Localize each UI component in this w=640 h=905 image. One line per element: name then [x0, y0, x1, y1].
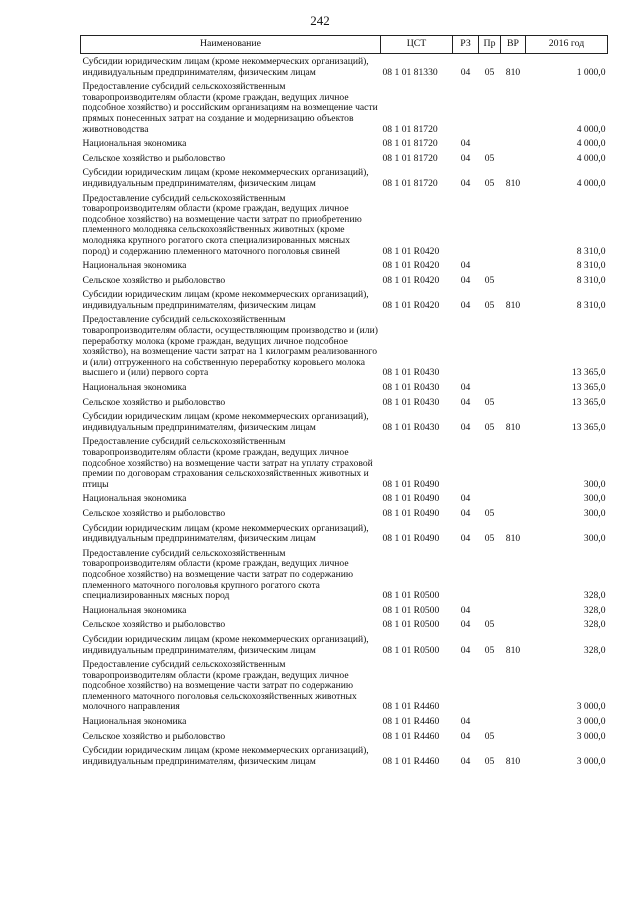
- cell-amount: 3 000,0: [576, 716, 606, 728]
- cell-name: Предоставление субсидий сельскохозяйственным товаропроизводителям области (кроме граждан, ведущих личное подсобное хозяйство) на возмещение части затрат по приобретению племенного молодняка сельскохозяйственных животных (кроме молодняка крупного рогатого скота специализированных мясных пород) и содержанию племенного маточного поголовья свиней: [82, 192, 362, 257]
- cell-code: 08 1 01 R0420: [382, 245, 440, 257]
- cell-pr: [479, 546, 501, 603]
- cell-name: Субсидии юридическим лицам (кроме некоммерческих организаций), индивидуальным предпринимателям, физическим лицам: [82, 289, 369, 311]
- table-row: [81, 546, 608, 603]
- cell-vr: [501, 395, 526, 410]
- cell-pr: [479, 136, 501, 151]
- cell-name: Сельское хозяйство и рыболовство: [82, 507, 226, 519]
- cell-pr: 05: [484, 177, 495, 189]
- cell-amount: 300,0: [583, 478, 606, 490]
- table-row: [81, 165, 608, 190]
- cell-rz: 04: [460, 382, 471, 394]
- cell-rz: 04: [460, 533, 471, 545]
- cell-amount: 4 000,0: [576, 123, 606, 135]
- cell-rz: 04: [460, 177, 471, 189]
- header-amount: 2016 год: [526, 36, 608, 54]
- cell-amount: 4 000,0: [576, 177, 606, 189]
- cell-name: Национальная экономика: [82, 604, 187, 616]
- header-code: ЦСТ: [381, 36, 453, 54]
- cell-code: 08 1 01 R0430: [382, 367, 440, 379]
- cell-code: 08 1 01 R0500: [382, 619, 440, 631]
- cell-code: 08 1 01 R0420: [382, 274, 440, 286]
- cell-code: 08 1 01 R4460: [382, 730, 440, 742]
- cell-code: 08 1 01 R0430: [382, 382, 440, 394]
- cell-code: 08 1 01 R0420: [382, 299, 440, 311]
- cell-code: 08 1 01 R0490: [382, 533, 440, 545]
- cell-amount: 3 000,0: [576, 730, 606, 742]
- table-row: [81, 54, 608, 80]
- cell-amount: 4 000,0: [576, 138, 606, 150]
- cell-rz: 04: [460, 260, 471, 272]
- cell-name: Национальная экономика: [82, 716, 187, 728]
- cell-amount: 3 000,0: [576, 701, 606, 713]
- cell-code: 08 1 01 81720: [382, 138, 438, 150]
- table-row: [81, 273, 608, 288]
- cell-code: 08 1 01 81720: [382, 123, 438, 135]
- cell-pr: 05: [484, 619, 495, 631]
- cell-name: Национальная экономика: [82, 138, 187, 150]
- table-row: [81, 617, 608, 632]
- cell-vr: 810: [505, 755, 521, 767]
- cell-amount: 4 000,0: [576, 152, 606, 164]
- cell-pr: 05: [484, 507, 495, 519]
- cell-amount: 8 310,0: [576, 245, 606, 257]
- cell-pr: [479, 491, 501, 506]
- cell-name: Предоставление субсидий сельскохозяйственным товаропроизводителям области (кроме граждан, ведущих личное подсобное хозяйство) и российским организациям на возмещение части прямых понесенных затрат на создание и модернизацию объектов животноводства: [82, 81, 378, 135]
- cell-rz: [453, 434, 479, 491]
- cell-name: Предоставление субсидий сельскохозяйственным товаропроизводителям области (кроме граждан, ведущих личное подсобное хозяйство) на возмещение части затрат по содержанию племенного маточного поголовья сельскохозяйственных животных молочного направления: [82, 659, 357, 713]
- cell-rz: 04: [460, 644, 471, 656]
- table-row: [81, 258, 608, 273]
- table-row: [81, 395, 608, 410]
- cell-pr: [479, 312, 501, 380]
- cell-pr: 05: [484, 755, 495, 767]
- cell-rz: 04: [460, 619, 471, 631]
- cell-pr: 05: [484, 730, 495, 742]
- cell-vr: [501, 657, 526, 714]
- table-row: [81, 521, 608, 546]
- header-pr: Пр: [479, 36, 501, 54]
- cell-rz: 04: [460, 716, 471, 728]
- cell-rz: 04: [460, 493, 471, 505]
- cell-name: Предоставление субсидий сельскохозяйственным товаропроизводителям области (кроме граждан, ведущих личное подсобное хозяйство) на возмещение части затрат на уплату страховой премии по договорам страхования сельскохозяйственных животных и птицы: [82, 436, 373, 490]
- cell-amount: 328,0: [583, 619, 606, 631]
- cell-amount: 13 365,0: [571, 421, 606, 433]
- table-row: [81, 434, 608, 491]
- cell-amount: 3 000,0: [576, 755, 606, 767]
- cell-pr: 05: [484, 533, 495, 545]
- cell-rz: 04: [460, 274, 471, 286]
- cell-name: Сельское хозяйство и рыболовство: [82, 152, 226, 164]
- cell-vr: 810: [505, 177, 521, 189]
- cell-pr: 05: [484, 66, 495, 78]
- cell-code: 08 1 01 R0490: [382, 507, 440, 519]
- cell-vr: [501, 714, 526, 729]
- table-row: [81, 657, 608, 714]
- cell-name: Субсидии юридическим лицам (кроме некоммерческих организаций), индивидуальным предпринимателям, физическим лицам: [82, 633, 369, 656]
- cell-code: 08 1 01 R4460: [382, 701, 440, 713]
- cell-pr: 05: [484, 396, 495, 408]
- cell-rz: 04: [460, 604, 471, 616]
- table-row: [81, 729, 608, 744]
- cell-pr: [479, 380, 501, 395]
- cell-vr: [501, 506, 526, 521]
- header-rz: РЗ: [453, 36, 479, 54]
- cell-code: 08 1 01 R4460: [382, 716, 440, 728]
- cell-pr: 05: [484, 299, 495, 311]
- table-row: [81, 380, 608, 395]
- cell-pr: [479, 714, 501, 729]
- cell-amount: 13 365,0: [571, 382, 606, 394]
- cell-name: Субсидии юридическим лицам (кроме некоммерческих организаций), индивидуальным предпринимателям, физическим лицам: [82, 411, 369, 433]
- cell-name: Национальная экономика: [82, 382, 187, 394]
- cell-amount: 300,0: [583, 533, 606, 545]
- cell-vr: [501, 491, 526, 506]
- cell-name: Предоставление субсидий сельскохозяйственным товаропроизводителям области (кроме граждан, ведущих личное подсобное хозяйство) на возмещение части затрат по содержанию племенного маточного поголовья крупного рогатого скота специализированных мясных пород: [82, 547, 354, 602]
- cell-vr: [501, 617, 526, 632]
- cell-amount: 1 000,0: [576, 66, 606, 78]
- cell-amount: 300,0: [583, 507, 606, 519]
- cell-name: Субсидии юридическим лицам (кроме некоммерческих организаций), индивидуальным предпринимателям, физическим лицам: [82, 522, 369, 545]
- cell-rz: [453, 546, 479, 603]
- cell-code: 08 1 01 81720: [382, 177, 438, 189]
- cell-vr: 810: [505, 644, 521, 656]
- table-row: [81, 191, 608, 259]
- page-number: 242: [310, 13, 330, 28]
- table-row: [81, 714, 608, 729]
- cell-name: Сельское хозяйство и рыболовство: [82, 619, 226, 631]
- table-row: [81, 632, 608, 657]
- cell-vr: 810: [505, 421, 521, 433]
- cell-rz: [453, 312, 479, 380]
- cell-rz: [453, 191, 479, 259]
- cell-rz: [453, 79, 479, 136]
- cell-pr: 05: [484, 421, 495, 433]
- cell-amount: 13 365,0: [571, 367, 606, 379]
- cell-vr: [501, 273, 526, 288]
- cell-amount: 328,0: [583, 590, 606, 602]
- table-header-row: [81, 36, 608, 54]
- cell-code: 08 1 01 R0420: [382, 260, 440, 272]
- cell-pr: [479, 79, 501, 136]
- cell-code: 08 1 01 R0490: [382, 493, 440, 505]
- table-row: [81, 743, 608, 768]
- cell-rz: [453, 657, 479, 714]
- cell-vr: [501, 729, 526, 744]
- cell-pr: [479, 603, 501, 618]
- table-row: [81, 287, 608, 312]
- budget-table: [80, 35, 608, 768]
- cell-pr: 05: [484, 274, 495, 286]
- cell-rz: 04: [460, 299, 471, 311]
- table-row: [81, 409, 608, 434]
- cell-rz: 04: [460, 396, 471, 408]
- cell-amount: 13 365,0: [571, 396, 606, 408]
- cell-code: 08 1 01 R0490: [382, 478, 440, 490]
- cell-name: Национальная экономика: [82, 260, 187, 272]
- cell-vr: [501, 603, 526, 618]
- cell-code: 08 1 01 R0500: [382, 644, 440, 656]
- cell-name: Субсидии юридическим лицам (кроме некоммерческих организаций), индивидуальным предпринимателям, физическим лицам: [82, 167, 369, 189]
- table-row: [81, 506, 608, 521]
- cell-code: 08 1 01 R4460: [382, 755, 440, 767]
- cell-vr: [501, 151, 526, 166]
- cell-vr: 810: [505, 533, 521, 545]
- cell-name: Субсидии юридическим лицам (кроме некоммерческих организаций), индивидуальным предпринимателям, физическим лицам: [82, 745, 369, 767]
- cell-code: 08 1 01 R0500: [382, 604, 440, 616]
- cell-amount: 328,0: [583, 604, 606, 616]
- table-row: [81, 603, 608, 618]
- cell-vr: [501, 380, 526, 395]
- table-row: [81, 151, 608, 166]
- table-row: [81, 136, 608, 151]
- cell-vr: [501, 312, 526, 380]
- cell-vr: [501, 434, 526, 491]
- cell-code: 08 1 01 R0430: [382, 396, 440, 408]
- cell-vr: [501, 258, 526, 273]
- cell-code: 08 1 01 81330: [382, 66, 438, 78]
- cell-name: Сельское хозяйство и рыболовство: [82, 396, 226, 408]
- cell-code: 08 1 01 81720: [382, 152, 438, 164]
- cell-amount: 300,0: [583, 493, 606, 505]
- cell-code: 08 1 01 R0500: [382, 590, 440, 602]
- cell-name: Предоставление субсидий сельскохозяйственным товаропроизводителям области, осуществляющим производство и (или) переработку молока (кроме граждан, ведущих личное подсобное хозяйство), на возмещение части затрат на 1 килограмм реализованного и (или) отгруженного на собственную переработку коровьего молока высшего и (или) первого сорта: [82, 314, 378, 379]
- cell-pr: 05: [484, 644, 495, 656]
- cell-pr: [479, 434, 501, 491]
- table-row: [81, 491, 608, 506]
- cell-amount: 8 310,0: [576, 299, 606, 311]
- cell-vr: [501, 546, 526, 603]
- cell-code: 08 1 01 R0430: [382, 421, 440, 433]
- cell-name: Сельское хозяйство и рыболовство: [82, 730, 226, 742]
- cell-pr: [479, 258, 501, 273]
- header-vr: ВР: [501, 36, 526, 54]
- cell-vr: [501, 191, 526, 259]
- cell-pr: [479, 657, 501, 714]
- cell-name: Сельское хозяйство и рыболовство: [82, 274, 226, 286]
- cell-name: Национальная экономика: [82, 493, 187, 505]
- cell-amount: 8 310,0: [576, 274, 606, 286]
- table-row: [81, 312, 608, 380]
- cell-rz: 04: [460, 507, 471, 519]
- cell-vr: [501, 79, 526, 136]
- table-row: [81, 79, 608, 136]
- cell-pr: [479, 191, 501, 259]
- cell-amount: 328,0: [583, 644, 606, 656]
- cell-amount: 8 310,0: [576, 260, 606, 272]
- cell-vr: 810: [505, 66, 521, 78]
- cell-vr: 810: [505, 299, 521, 311]
- cell-rz: 04: [460, 138, 471, 150]
- cell-pr: 05: [484, 152, 495, 164]
- cell-rz: 04: [460, 66, 471, 78]
- cell-rz: 04: [460, 755, 471, 767]
- cell-rz: 04: [460, 152, 471, 164]
- cell-rz: 04: [460, 421, 471, 433]
- header-name: Наименование: [81, 36, 381, 54]
- cell-rz: 04: [460, 730, 471, 742]
- cell-vr: [501, 136, 526, 151]
- cell-name: Субсидии юридическим лицам (кроме некоммерческих организаций), индивидуальным предпринимателям, физическим лицам: [82, 56, 369, 78]
